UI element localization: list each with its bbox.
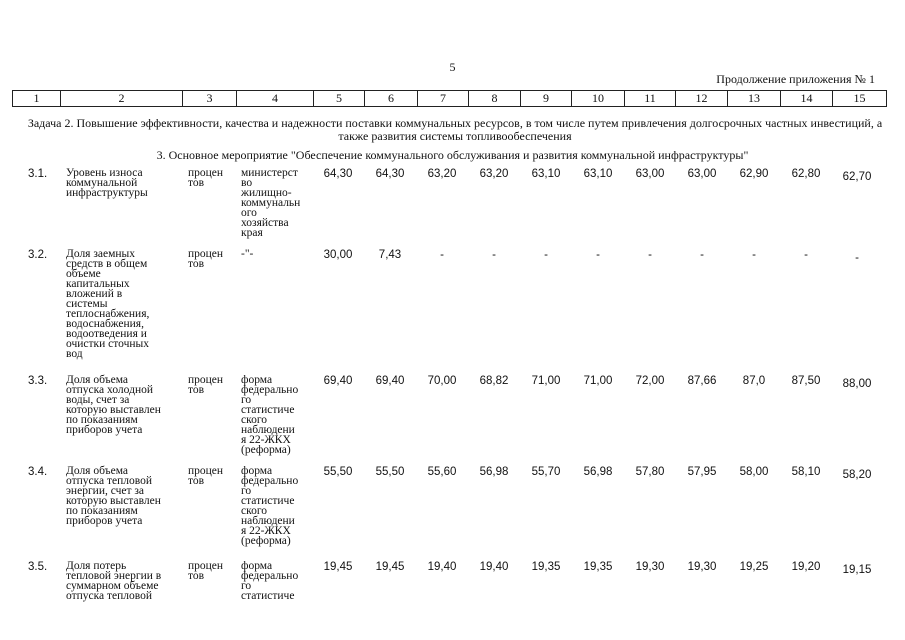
indicator-value: - [596, 249, 600, 261]
indicator-name-line: вложений в [66, 288, 123, 300]
indicator-value: 69,40 [375, 375, 405, 387]
indicator-value: 58,20 [842, 469, 872, 481]
data-source-line: форма [241, 560, 273, 572]
unit-line: тов [188, 475, 205, 487]
indicator-value: 87,50 [791, 375, 821, 387]
indicator-value: 19,15 [842, 564, 872, 576]
indicator-value: 19,30 [687, 561, 717, 573]
task-title: Задача 2. Повышение эффективности, качества и надежности поставки коммунальных ресурсов, в том числе путем привлечения долгосрочных частных инвестиций, а также развития системы топливообеспечения [27, 116, 883, 143]
indicator-value: 63,10 [583, 168, 613, 180]
indicator-value: 58,10 [791, 466, 821, 478]
data-source-line: хозяйства [241, 217, 289, 229]
data-source-line: министерст [241, 167, 298, 179]
indicator-name-line: водоснабжения, [66, 318, 144, 330]
indicator-value: 19,45 [323, 561, 353, 573]
header-col-7: 7 [418, 91, 469, 107]
indicator-value: 63,10 [531, 168, 561, 180]
unit [188, 375, 236, 395]
indicator-value: 55,60 [427, 466, 457, 478]
data-source-line: ского [241, 414, 268, 426]
indicator-value: 87,0 [742, 375, 766, 387]
indicator-value: - [700, 249, 704, 261]
data-source [241, 375, 313, 455]
indicator-value: 19,40 [479, 561, 509, 573]
data-source [241, 466, 313, 546]
indicator-value: 62,90 [739, 168, 769, 180]
header-col-8: 8 [469, 91, 521, 107]
indicator-value: 58,00 [739, 466, 769, 478]
data-source-line: наблюдени [241, 424, 295, 436]
indicator-name-line: по показаниям [66, 414, 138, 426]
indicator-name-line: системы [66, 298, 108, 310]
data-source-line: статистиче [241, 590, 295, 602]
indicator-value: 68,82 [479, 375, 509, 387]
indicator-value: 63,00 [687, 168, 717, 180]
data-source-line: наблюдени [241, 515, 295, 527]
indicator-value: 19,30 [635, 561, 665, 573]
data-source-line: федерально [241, 384, 299, 396]
indicator-value: - [440, 249, 444, 261]
indicator-name-line: инфраструктуры [66, 187, 148, 199]
indicator-value: 88,00 [842, 378, 872, 390]
indicator-name-line: коммунальной [66, 177, 138, 189]
indicator-value: 56,98 [479, 466, 509, 478]
indicator-name-line: энергии, счет за [66, 485, 145, 497]
indicator-value: 63,20 [427, 168, 457, 180]
header-col-14: 14 [781, 91, 833, 107]
data-source-line: (реформа) [241, 535, 291, 547]
data-source-line: -"- [241, 248, 254, 260]
indicator-name-line: тепловой энергии в [66, 570, 162, 582]
data-source-line: го [241, 580, 252, 592]
indicator-name-line: Доля потерь [66, 560, 127, 572]
header-col-5: 5 [314, 91, 365, 107]
data-source-line: форма [241, 374, 273, 386]
data-source-line: во [241, 177, 253, 189]
unit-line: процен [188, 560, 224, 572]
unit-line: тов [188, 384, 205, 396]
indicator-name-line: капитальных [66, 278, 130, 290]
indicator-value: 19,25 [739, 561, 769, 573]
header-col-12: 12 [676, 91, 728, 107]
header-col-15: 15 [833, 91, 887, 107]
indicator-value: 72,00 [635, 375, 665, 387]
indicator-name-line: которую выставлен [66, 495, 161, 507]
header-col-11: 11 [625, 91, 676, 107]
indicator-name-line: Доля объема [66, 465, 129, 477]
indicator-value: - [544, 249, 548, 261]
page-number: 5 [449, 60, 456, 74]
indicator-name-line: отпуска тепловой [66, 475, 153, 487]
indicator-name-line: объеме [66, 268, 101, 280]
indicator-value: 19,20 [791, 561, 821, 573]
indicator-value: 69,40 [323, 375, 353, 387]
unit-line: процен [188, 248, 224, 260]
indicator-value: 57,80 [635, 466, 665, 478]
indicator-value: 57,95 [687, 466, 717, 478]
indicator-name-line: Доля заемных [66, 248, 136, 260]
indicator-name-line: приборов учета [66, 424, 143, 436]
column-number-header [12, 90, 887, 107]
measure-title: 3. Основное мероприятие "Обеспечение коммунального обслуживания и развития коммунальной инфраструктуры" [156, 148, 749, 162]
indicator-name-line: вод [66, 348, 83, 360]
unit-line: тов [188, 258, 205, 270]
header-col-4: 4 [237, 91, 314, 107]
data-source-line: (реформа) [241, 444, 291, 456]
indicator-value: 71,00 [583, 375, 613, 387]
indicator-value: 55,50 [323, 466, 353, 478]
indicator-value: 55,70 [531, 466, 561, 478]
indicator-name-line: теплоснабжения, [66, 308, 150, 320]
unit [188, 168, 236, 188]
data-source-line: форма [241, 465, 273, 477]
indicator-value: - [752, 249, 756, 261]
indicator-value: 63,00 [635, 168, 665, 180]
row-id: 3.3. [28, 375, 48, 387]
indicator-value: 70,00 [427, 375, 457, 387]
indicator-name [66, 375, 184, 435]
header-col-2: 2 [61, 91, 183, 107]
indicator-name [66, 466, 184, 526]
indicator-name-line: которую выставлен [66, 404, 161, 416]
indicator-name-line: Уровень износа [66, 167, 143, 179]
data-source [241, 561, 313, 601]
indicator-name-line: по показаниям [66, 505, 138, 517]
indicator-value: - [804, 249, 808, 261]
data-source-line: края [241, 227, 263, 239]
indicator-value: 87,66 [687, 375, 717, 387]
indicator-value: 64,30 [323, 168, 353, 180]
indicator-name-line: средств в общем [66, 258, 148, 270]
indicator-value: 62,80 [791, 168, 821, 180]
indicator-name-line: отпуска холодной [66, 384, 154, 396]
indicator-value: 19,40 [427, 561, 457, 573]
row-id: 3.5. [28, 561, 48, 573]
data-source-line: ого [241, 207, 257, 219]
indicator-name-line: отпуска тепловой [66, 590, 153, 602]
indicator-value: 19,35 [531, 561, 561, 573]
indicator-name [66, 168, 184, 198]
indicator-name-line: Доля объема [66, 374, 129, 386]
header-col-9: 9 [521, 91, 572, 107]
data-source-line: федерально [241, 570, 299, 582]
row-id: 3.2. [28, 249, 48, 261]
unit-line: тов [188, 570, 205, 582]
indicator-value: 56,98 [583, 466, 613, 478]
indicator-value: - [492, 249, 496, 261]
data-source-line: ского [241, 505, 268, 517]
unit [188, 249, 236, 269]
data-source-line: жилищно- [241, 187, 292, 199]
indicator-value: - [648, 249, 652, 261]
indicator-name-line: приборов учета [66, 515, 143, 527]
header-col-3: 3 [183, 91, 237, 107]
indicator-value: 19,35 [583, 561, 613, 573]
header-col-10: 10 [572, 91, 625, 107]
data-source-line: я 22-ЖКХ [241, 434, 291, 446]
header-col-6: 6 [365, 91, 418, 107]
indicator-name-line: воды, счет за [66, 394, 130, 406]
indicator-value: 63,20 [479, 168, 509, 180]
indicator-value: 55,50 [375, 466, 405, 478]
indicator-name-line: очистки сточных [66, 338, 149, 350]
data-source-line: го [241, 485, 252, 497]
header-col-13: 13 [728, 91, 781, 107]
unit-line: процен [188, 167, 224, 179]
unit-line: процен [188, 374, 224, 386]
data-source-line: го [241, 394, 252, 406]
indicator-value: 30,00 [323, 249, 353, 261]
row-id: 3.4. [28, 466, 48, 478]
data-source [241, 249, 313, 259]
indicator-value: 19,45 [375, 561, 405, 573]
continuation-note: Продолжение приложения № 1 [716, 72, 875, 86]
indicator-value: 64,30 [375, 168, 405, 180]
unit-line: тов [188, 177, 205, 189]
indicator-value: 71,00 [531, 375, 561, 387]
unit [188, 561, 236, 581]
header-col-1: 1 [13, 91, 61, 107]
unit [188, 466, 236, 486]
data-source [241, 168, 313, 238]
data-source-line: я 22-ЖКХ [241, 525, 291, 537]
indicator-name-line: водоотведения и [66, 328, 147, 340]
indicator-name-line: суммарном объеме [66, 580, 159, 592]
indicator-name [66, 561, 184, 601]
indicator-name [66, 249, 184, 359]
data-source-line: статистиче [241, 495, 295, 507]
unit-line: процен [188, 465, 224, 477]
data-source-line: федерально [241, 475, 299, 487]
indicator-value: - [855, 252, 859, 264]
data-source-line: статистиче [241, 404, 295, 416]
indicator-value: 62,70 [842, 171, 872, 183]
data-source-line: коммунальн [241, 197, 301, 209]
row-id: 3.1. [28, 168, 48, 180]
indicator-value: 7,43 [378, 249, 402, 261]
